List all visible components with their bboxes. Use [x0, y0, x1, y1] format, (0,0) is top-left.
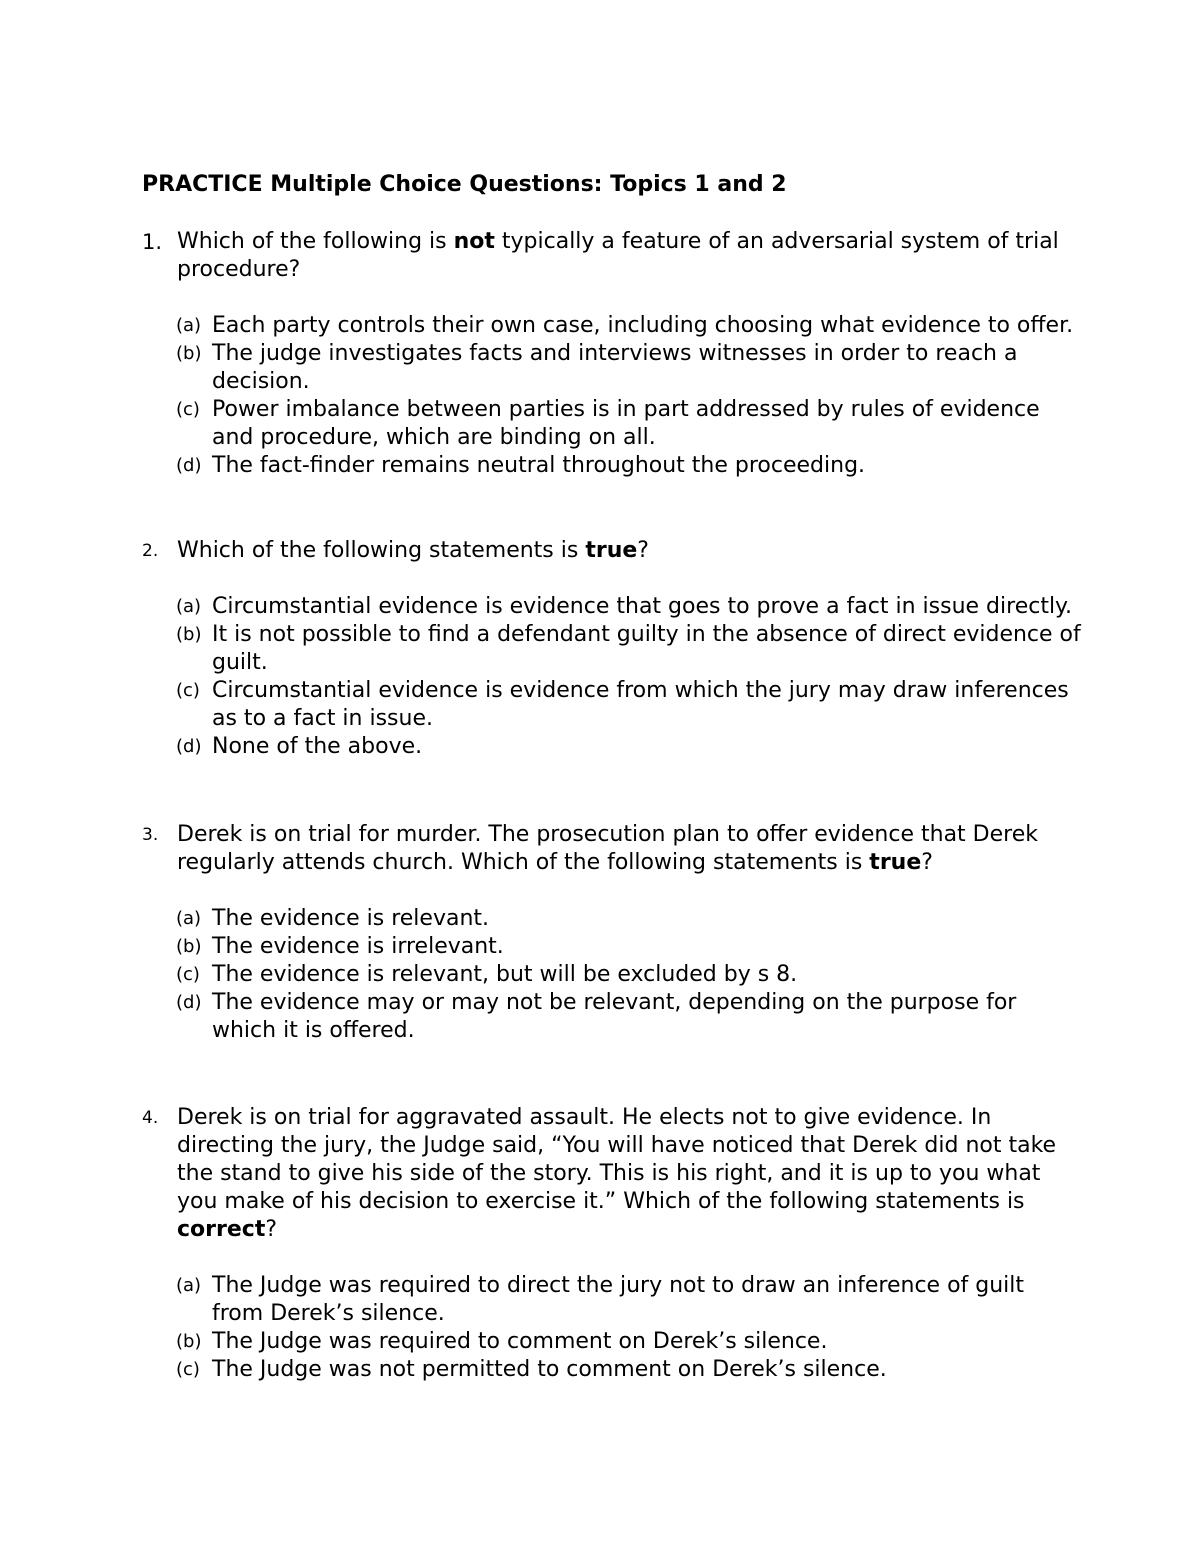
- option-a: [176, 1272, 1082, 1328]
- option-text: The fact-finder remains neutral throughout the proceeding.: [212, 453, 866, 478]
- option-letter: (a): [176, 596, 202, 617]
- option-letter: (a): [176, 908, 202, 929]
- option-letter: (d): [176, 992, 202, 1013]
- option-d: [176, 452, 1082, 480]
- option-text: The evidence is relevant.: [212, 906, 490, 931]
- options-list: [142, 593, 1082, 761]
- stem-text: Which of the following statements is: [177, 538, 586, 563]
- option-c: [176, 1356, 1082, 1384]
- option-c: [176, 677, 1082, 733]
- stem-emphasis: true: [585, 538, 638, 563]
- option-b: [176, 621, 1082, 677]
- option-letter: (b): [176, 624, 202, 645]
- option-d: [176, 733, 1082, 761]
- option-text: The evidence may or may not be relevant, depending on the purpose for which it is offered.: [212, 990, 1017, 1043]
- option-text: Circumstantial evidence is evidence from which the jury may draw inferences as to a fact in issue.: [212, 678, 1069, 731]
- option-b: [176, 933, 1082, 961]
- stem-emphasis: correct: [177, 1217, 266, 1242]
- question-number: 4.: [142, 1108, 159, 1128]
- stem-text: typically a feature of an adversarial system of trial procedure?: [177, 229, 1059, 282]
- option-b: [176, 1328, 1082, 1356]
- option-text: The Judge was required to direct the jury not to draw an inference of guilt from Derek’s silence.: [212, 1273, 1025, 1326]
- option-text: None of the above.: [212, 734, 423, 759]
- option-letter: (d): [176, 455, 202, 476]
- option-c: [176, 396, 1082, 452]
- question-stem: [142, 1104, 1082, 1244]
- option-letter: (c): [176, 964, 200, 985]
- option-text: The Judge was not permitted to comment on Derek’s silence.: [212, 1357, 887, 1382]
- option-letter: (c): [176, 1359, 200, 1380]
- question-number: 3.: [142, 825, 159, 845]
- options-list: [142, 905, 1082, 1045]
- option-letter: (b): [176, 936, 202, 957]
- question-stem: [142, 537, 1082, 565]
- question-3: [142, 821, 1082, 1045]
- stem-text: ?: [265, 1217, 278, 1242]
- option-letter: (a): [176, 315, 202, 336]
- option-letter: (d): [176, 736, 202, 757]
- page-title: PRACTICE Multiple Choice Questions: Topics 1 and 2: [142, 172, 787, 197]
- options-list: [142, 1272, 1082, 1384]
- option-letter: (b): [176, 1331, 202, 1352]
- stem-emphasis: not: [453, 229, 495, 254]
- question-2: [142, 537, 1082, 761]
- question-1: [142, 228, 1082, 480]
- question-stem: [142, 228, 1082, 284]
- stem-text: ?: [637, 538, 649, 563]
- options-list: [142, 312, 1082, 480]
- stem-text: ?: [921, 850, 933, 875]
- option-d: [176, 989, 1082, 1045]
- stem-emphasis: true: [869, 850, 922, 875]
- question-number: 2.: [142, 541, 159, 561]
- option-text: Power imbalance between parties is in part addressed by rules of evidence and procedure, which are binding on all.: [212, 397, 1040, 450]
- option-a: [176, 905, 1082, 933]
- option-text: The Judge was required to comment on Derek’s silence.: [212, 1329, 828, 1354]
- option-text: The evidence is irrelevant.: [212, 934, 504, 959]
- option-text: Each party controls their own case, including choosing what evidence to offer.: [212, 313, 1074, 338]
- option-letter: (c): [176, 399, 200, 420]
- option-text: The judge investigates facts and interviews witnesses in order to reach a decision.: [212, 341, 1018, 394]
- option-letter: (b): [176, 343, 202, 364]
- option-letter: (c): [176, 680, 200, 701]
- option-c: [176, 961, 1082, 989]
- option-a: [176, 312, 1082, 340]
- option-a: [176, 593, 1082, 621]
- question-number: 1.: [142, 230, 163, 254]
- question-4: [142, 1104, 1082, 1384]
- stem-text: Derek is on trial for murder. The prosecution plan to offer evidence that Derek regularly attends church. Which of the following statements is: [177, 822, 1038, 875]
- option-b: [176, 340, 1082, 396]
- option-text: It is not possible to find a defendant guilty in the absence of direct evidence of guilt.: [212, 622, 1081, 675]
- option-text: Circumstantial evidence is evidence that goes to prove a fact in issue directly.: [212, 594, 1072, 619]
- option-text: The evidence is relevant, but will be excluded by s 8.: [212, 962, 798, 987]
- stem-text: Derek is on trial for aggravated assault. He elects not to give evidence. In directing the jury, the Judge said, “You will have noticed that Derek did not take the stand to give his side of the story. This is his right, and it is up to you what you make of his decision to exercise it.” Which of the following statements is: [177, 1105, 1057, 1214]
- option-letter: (a): [176, 1275, 202, 1296]
- question-stem: [142, 821, 1082, 877]
- stem-text: Which of the following is: [177, 229, 454, 254]
